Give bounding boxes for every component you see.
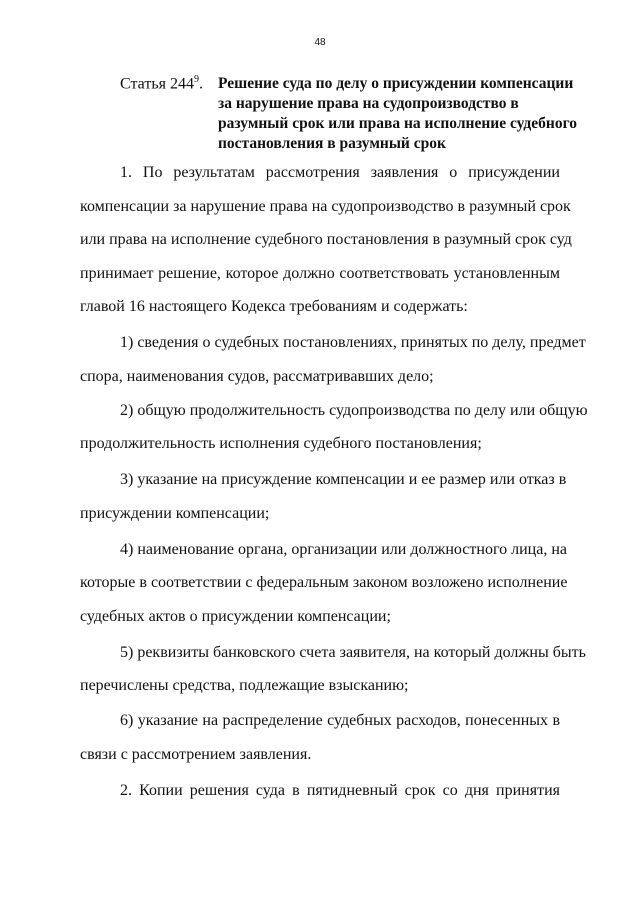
- text-line: присуждении компенсации;: [80, 505, 270, 522]
- article-number: [120, 74, 203, 93]
- text-line: которые в соответствии с федеральным законом возложено исполнение: [80, 574, 568, 591]
- article-title: Решение суда по делу о присуждении компенсации за нарушение права на судопроизводство в разумный срок или права на исполнение судебного постановления в разумный срок: [218, 75, 577, 152]
- text-line: 4) наименование органа, организации или должностного лица, на: [120, 541, 567, 558]
- text-line: спора, наименования судов, рассматривавших дело;: [80, 368, 434, 385]
- article-superscript: 9: [193, 74, 199, 85]
- page-number: 48: [314, 37, 326, 48]
- text-line: связи с рассмотрением заявления.: [80, 746, 312, 763]
- text-line: 6) указание на распределение судебных расходов, понесенных в: [120, 712, 560, 729]
- article-dot: .: [198, 75, 203, 93]
- text-line: продолжительность исполнения судебного постановления;: [80, 435, 482, 452]
- text-line: главой 16 настоящего Кодекса требованиям и содержать:: [80, 298, 468, 315]
- text-line: 1) сведения о судебных постановлениях, принятых по делу, предмет: [120, 334, 586, 351]
- text-line: 2) общую продолжительность судопроизводства по делу или общую: [120, 402, 588, 419]
- text-line: 3) указание на присуждение компенсации и ее размер или отказ в: [120, 471, 567, 488]
- article-label: Статья 244: [120, 75, 194, 93]
- text-line: судебных актов о присуждении компенсации;: [80, 608, 391, 625]
- text-line: перечислены средства, подлежащие взысканию;: [80, 677, 409, 694]
- text-line: компенсации за нарушение права на судопроизводство в разумный срок: [80, 198, 571, 215]
- text-line: 1. По результатам рассмотрения заявления о присуждении: [120, 164, 560, 181]
- text-line: или права на исполнение судебного постановления в разумный срок суд: [80, 231, 572, 248]
- text-line: 2. Копии решения суда в пятидневный срок со дня принятия: [120, 782, 560, 799]
- text-line: 5) реквизиты банковского счета заявителя, на который должны быть: [120, 644, 586, 661]
- text-line: принимает решение, которое должно соответствовать установленным: [80, 265, 560, 282]
